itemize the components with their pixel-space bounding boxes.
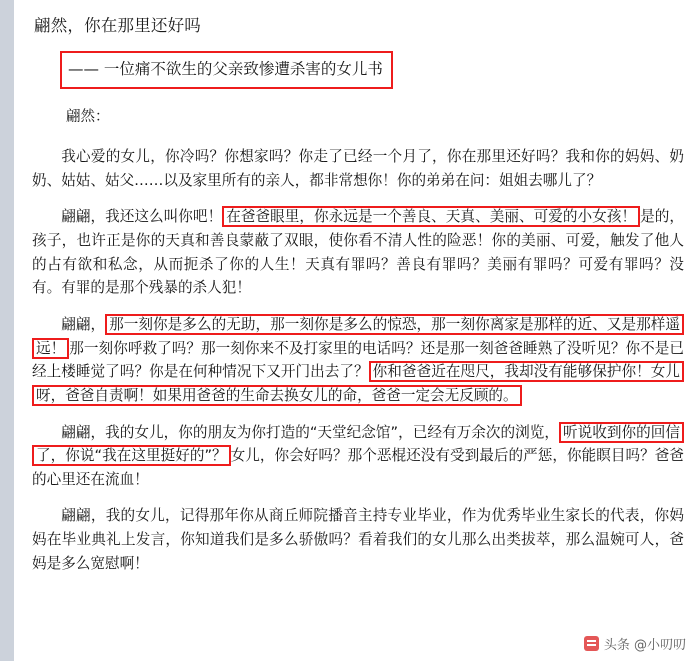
text-segment: 翩翩，我的女儿，记得那年你从商丘师院播音主持专业毕业，作为优秀毕业生家长的代表，你妈妈在毕业典礼上发言，你知道我们是多么骄傲吗？看着我们的女儿那么出类拔萃，那么温婉可人，爸妈是多么宽慰啊！ <box>32 507 684 572</box>
text-segment: 是的，孩子，也许正是你的天真和善良蒙蔽了双眼，使你看不清人性的险恶！你的美丽、可爱，触发了他人的占有欲和私念，从而扼杀了你的人生！天真有罪吗？善良有罪吗？美丽有罪吗？可爱有罪吗？没有。有罪的是那个残暴的杀人犯！ <box>32 208 684 297</box>
highlight-box: 在爸爸眼里，你永远是一个善良、天真、美丽、可爱的小女孩！ <box>222 206 640 227</box>
toutiao-logo-icon <box>584 636 599 651</box>
document-content <box>14 0 700 661</box>
subtitle-highlighted: —— 一位痛不欲生的父亲致惨遭杀害的女儿书 <box>60 51 393 89</box>
text-segment: 翩翩，我的女儿，你的朋友为你打造的“天堂纪念馆”，已经有万余次的浏览， <box>61 423 560 441</box>
text-segment: 那一刻你呼救了吗？那一刻你来不及打家里的电话吗？还是那一刻爸爸睡熟了没听见？你不是已经上楼睡觉了吗？你是在何种情况下又开门出去了？ <box>32 339 684 381</box>
watermark-text: 头条 @小叨叨 <box>603 638 686 653</box>
paragraph-1 <box>32 145 684 192</box>
watermark <box>584 634 686 653</box>
subtitle-container <box>60 51 684 89</box>
paragraph-3 <box>32 313 684 408</box>
left-margin-rule <box>0 0 14 661</box>
highlight-box: 你和爸爸近在咫尺，我却没有能够保护你！女儿呀，爸爸自责啊！如果用爸爸的生命去换女儿的命，爸爸一定会无反顾的。 <box>32 361 684 406</box>
text-segment: 翩翩， <box>61 315 106 333</box>
page-title: 翩然，你在那里还好吗 <box>34 16 201 35</box>
highlight-box: 那一刻你是多么的无助，那一刻你是多么的惊恐，那一刻你离家是那样的近、又是那样遥远！ <box>32 314 684 359</box>
paragraph-2 <box>32 205 684 300</box>
text-segment: 翩翩，我还这么叫你吧！ <box>61 208 223 226</box>
paragraph-5 <box>32 504 684 575</box>
paragraph-4 <box>32 421 684 492</box>
salutation: 翩然： <box>66 109 110 126</box>
text-segment: 我心爱的女儿，你冷吗？你想家吗？你走了已经一个月了，你在那里还好吗？我和你的妈妈、奶奶、姑姑、姑父……以及家里所有的亲人，都非常想你！你的弟弟在问：姐姐去哪儿了？ <box>32 148 684 189</box>
text-segment: 女儿，你会好吗？那个恶棍还没有受到最后的严惩，你能瞑目吗？爸爸的心里还在流血！ <box>32 447 684 488</box>
highlight-box: 听说收到你的回信了，你说“我在这里挺好的”？ <box>32 422 684 467</box>
